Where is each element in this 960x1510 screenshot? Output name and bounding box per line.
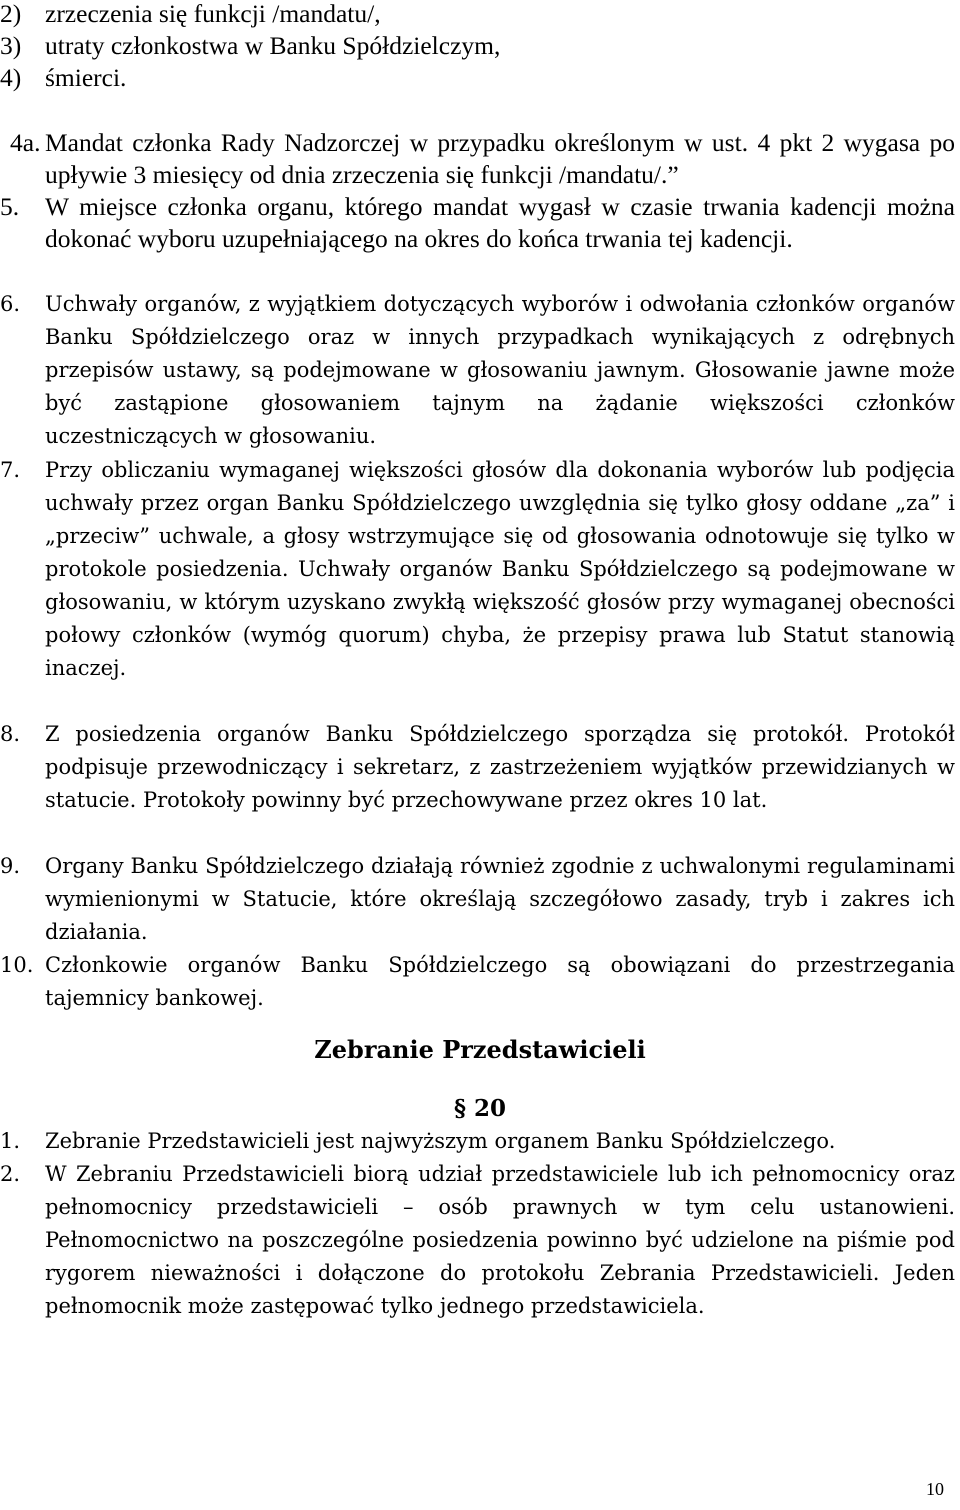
list-item-number: 2) (0, 0, 22, 28)
paragraph-number: 9. (0, 854, 21, 878)
paragraph-text: W miejsce członka organu, którego mandat wygasł w czasie trwania kadencji można dokonać wyboru uzupełniającego na okres do końca trwania tej kadencji. (45, 192, 955, 253)
paragraph-number: 1. (0, 1129, 21, 1153)
list-item-number: 4) (0, 63, 22, 92)
paragraph-text: W Zebraniu Przedstawicieli biorą udział przedstawiciele lub ich pełnomocnicy oraz pełnomocnicy przedstawicieli – osób prawnych w tym celu ustanowieni. Pełnomocnictwo na poszczególne posiedzenia powinno być udzielone na piśmie pod rygorem nieważności i dołączone do protokołu Zebrania Przedstawicieli. Jeden pełnomocnik może zastępować tylko jednego przedstawiciela. (45, 1162, 955, 1318)
paragraph-number: 10. (0, 953, 34, 977)
list-item-text: śmierci. (45, 63, 127, 92)
paragraph-number: 6. (0, 292, 21, 316)
section-title: Zebranie Przedstawicieli (314, 1035, 646, 1064)
list-item-text: zrzeczenia się funkcji /mandatu/, (45, 0, 381, 28)
paragraph-text: Z posiedzenia organów Banku Spółdzielczego sporządza się protokół. Protokół podpisuje przewodniczący i sekretarz, z zastrzeżeniem wyjątków przewidzianych w statucie. Protokoły powinny być przechowywane przez okres 10 lat. (45, 722, 955, 812)
paragraph-text: Zebranie Przedstawicieli jest najwyższym organem Banku Spółdzielczego. (45, 1129, 836, 1153)
paragraph-number: 4a. (10, 128, 41, 157)
section-number: § 20 (453, 1095, 507, 1122)
paragraph-text: Organy Banku Spółdzielczego działają również zgodnie z uchwalonymi regulaminami wymienionymi w Statucie, które określają szczegółowo zasady, tryb i zakres ich działania. (45, 854, 955, 944)
paragraph-text: Członkowie organów Banku Spółdzielczego są obowiązani do przestrzegania tajemnicy bankowej. (45, 953, 955, 1010)
paragraph-number: 8. (0, 722, 21, 746)
page-number: 10 (926, 1479, 944, 1499)
list-item-text: utraty członkostwa w Banku Spółdzielczym, (45, 31, 501, 60)
paragraph-text: Przy obliczaniu wymaganej większości głosów dla dokonania wyborów lub podjęcia uchwały przez organ Banku Spółdzielczego uwzględnia się tylko głosy oddane „za” i „przeciw” uchwale, a głosy wstrzymujące się od głosowania odnotowuje się tylko w protokole posiedzenia. Uchwały organów Banku Spółdzielczego są podejmowane w głosowaniu, w którym uzyskano zwykłą większość głosów przy wymaganej obecności połowy członków (wymóg quorum) chyba, że przepisy prawa lub Statut stanowią inaczej. (45, 458, 955, 680)
paragraph-number: 7. (0, 458, 21, 482)
paragraph-text-part: Uchwały organów, z wyjątkiem dotyczących wyborów i odwołania członków organów Banku Spółdzielczego oraz w innych przypadkach wynikających z odrębnych przepisów ustawy, są podejmowane w głosowaniu jawnym. (45, 292, 955, 382)
paragraph-text-part: Głosowanie jawne może być zastąpione głosowaniem tajnym na żądanie większości członków uczestniczących w głosowaniu. (45, 358, 955, 448)
paragraph-number: 5. (0, 192, 20, 221)
paragraph-text (45, 288, 955, 453)
paragraph-text (45, 127, 955, 191)
paragraph-number: 2. (0, 1162, 21, 1186)
paragraph-text-content: Mandat członka Rady Nadzorczej w przypadku określonym w ust. 4 pkt 2 wygasa po upływie 3 miesięcy od dnia zrzeczenia się funkcji /mandatu/.” (45, 128, 955, 189)
list-item-number: 3) (0, 31, 22, 60)
